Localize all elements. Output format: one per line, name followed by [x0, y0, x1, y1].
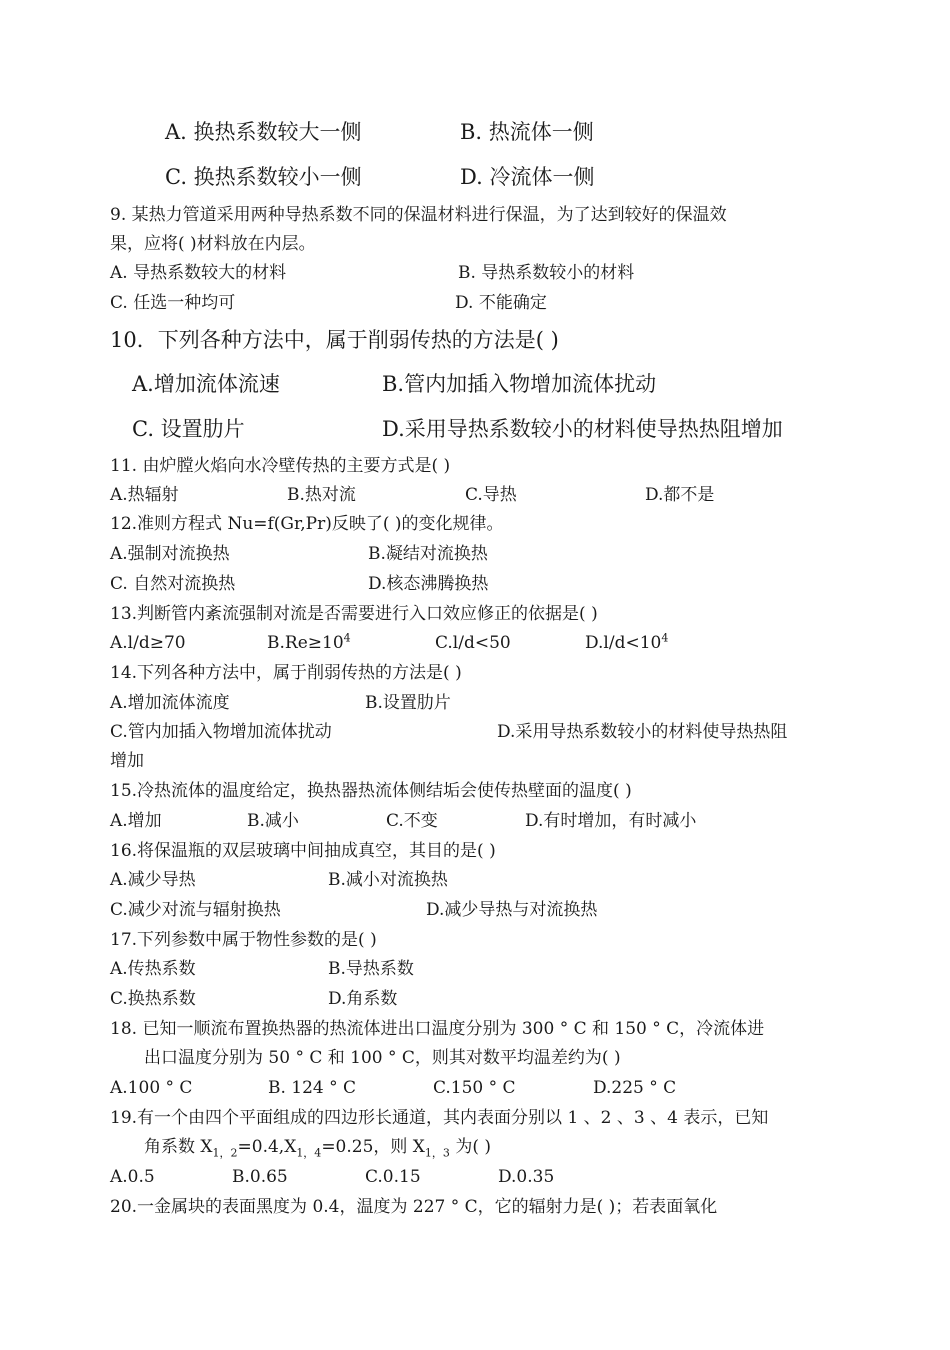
q18-stem-line2: 出口温度分别为 50 ° C 和 100 ° C，则其对数平均温差约为( ) [144, 1048, 621, 1068]
q16-option-c: C.减少对流与辐射换热 [110, 900, 281, 920]
q15-option-d: D.有时增加，有时减小 [525, 811, 697, 831]
q12-stem: 12.准则方程式 Nu=f(Gr,Pr)反映了( )的变化规律。 [110, 514, 504, 534]
q15-option-c: C.不变 [386, 811, 438, 831]
q17-option-b: B.导热系数 [328, 959, 414, 979]
q9-option-a: A. 导热系数较大的材料 [110, 263, 287, 283]
q13-option-d: $D.l/d<10^4$ [585, 631, 669, 653]
q16-option-a: A.减少导热 [110, 870, 196, 890]
q18-option-d: D.225 ° C [593, 1078, 677, 1098]
q13-option-c: C.l/d<50 [435, 633, 511, 653]
q16-option-b: B.减小对流换热 [328, 870, 448, 890]
q13-option-b-exponent: 4 [343, 631, 351, 645]
q17-option-d: D.角系数 [328, 989, 398, 1009]
q8-option-c: C. 换热系数较小一侧 [165, 165, 362, 189]
q17-option-a: A.传热系数 [110, 959, 196, 979]
q15-stem: 15.冷热流体的温度给定，换热器热流体侧结垢会使传热壁面的温度( ) [110, 781, 632, 801]
q12-option-d: D.核态沸腾换热 [368, 574, 489, 594]
q19-sub-13: 1，3 [424, 1146, 450, 1160]
q19-sub-14: 1，4 [296, 1146, 322, 1160]
q10-option-c: C. 设置肋片 [132, 417, 245, 441]
q19-sub-12: 1，2 [212, 1146, 238, 1160]
q20-stem: 20.一金属块的表面黑度为 0.4，温度为 227 ° C，它的辐射力是( )；若表面氧化 [110, 1197, 718, 1217]
q11-option-a: A.热辐射 [110, 485, 179, 505]
q13-option-d-exponent: 4 [661, 631, 669, 645]
q19-option-c: C.0.15 [365, 1167, 421, 1187]
q13-stem: 13.判断管内紊流强制对流是否需要进行入口效应修正的依据是( ) [110, 604, 598, 624]
q17-stem: 17.下列参数中属于物性参数的是( ) [110, 930, 377, 950]
q11-option-c: C.导热 [465, 485, 517, 505]
q18-option-a: A.100 ° C [110, 1078, 193, 1098]
q12-option-c: C. 自然对流换热 [110, 574, 236, 594]
q10-option-d: D.采用导热系数较小的材料使导热热阻增加 [382, 417, 783, 441]
q9-stem-line2: 果，应将( )材料放在内层。 [110, 234, 316, 254]
q10-option-a: A.增加流体流速 [132, 372, 280, 396]
q8-option-d: D. 冷流体一侧 [460, 165, 595, 189]
q9-stem-line1: 9. 某热力管道采用两种导热系数不同的保温材料进行保温，为了达到较好的保温效 [110, 205, 727, 225]
q9-option-d: D. 不能确定 [455, 293, 547, 313]
q14-option-d-line1: D.采用导热系数较小的材料使导热热阻 [497, 722, 788, 742]
q19-stem-line1: 19.有一个由四个平面组成的四边形长通道，其内表面分别以 1 、2 、3 、4 表示，已知 [110, 1108, 769, 1128]
q13-option-b: $B.Re\ge 10^4$ [267, 631, 351, 653]
q14-option-d-line2: 增加 [110, 751, 144, 771]
q15-option-a: A.增加 [110, 811, 162, 831]
q14-stem: 14.下列各种方法中，属于削弱传热的方法是( ) [110, 663, 462, 683]
q16-stem: 16.将保温瓶的双层玻璃中间抽成真空，其目的是( ) [110, 841, 496, 861]
q9-option-b: B. 导热系数较小的材料 [458, 263, 635, 283]
q14-option-a: A.增加流体流度 [110, 693, 230, 713]
q17-option-c: C.换热系数 [110, 989, 196, 1009]
q11-option-d: D.都不是 [645, 485, 715, 505]
q19-option-d: D.0.35 [498, 1167, 555, 1187]
q10-stem: 10．下列各种方法中，属于削弱传热的方法是( ) [110, 328, 559, 352]
q19-stem-line2: 角系数 $X_{1,2}=0.4,X_{1,4}=0.25$，则 $X_{1,3}$ 为( ) [144, 1137, 491, 1160]
q15-option-b: B.减小 [247, 811, 299, 831]
q13-option-a: A.l/d≥70 [110, 633, 186, 653]
q18-stem-line1: 18. 已知一顺流布置换热器的热流体进出口温度分别为 300 ° C 和 150 ° C，冷流体进 [110, 1019, 765, 1039]
q9-option-c: C. 任选一种均可 [110, 293, 236, 313]
q11-option-b: B.热对流 [287, 485, 356, 505]
q10-option-b: B.管内加插入物增加流体扰动 [382, 372, 657, 396]
q12-option-b: B.凝结对流换热 [368, 544, 488, 564]
q12-option-a: A.强制对流换热 [110, 544, 230, 564]
q8-option-a: A. 换热系数较大一侧 [165, 120, 362, 144]
q14-option-c: C.管内加插入物增加流体扰动 [110, 722, 332, 742]
q18-option-b: B. 124 ° C [268, 1078, 357, 1098]
q18-option-c: C.150 ° C [433, 1078, 516, 1098]
q11-stem: 11. 由炉膛火焰向水冷壁传热的主要方式是( ) [110, 456, 451, 476]
q19-option-b: B.0.65 [232, 1167, 288, 1187]
q19-option-a: A.0.5 [110, 1167, 155, 1187]
q14-option-b: B.设置肋片 [365, 693, 451, 713]
q16-option-d: D.减少导热与对流换热 [426, 900, 598, 920]
q8-option-b: B. 热流体一侧 [460, 120, 594, 144]
